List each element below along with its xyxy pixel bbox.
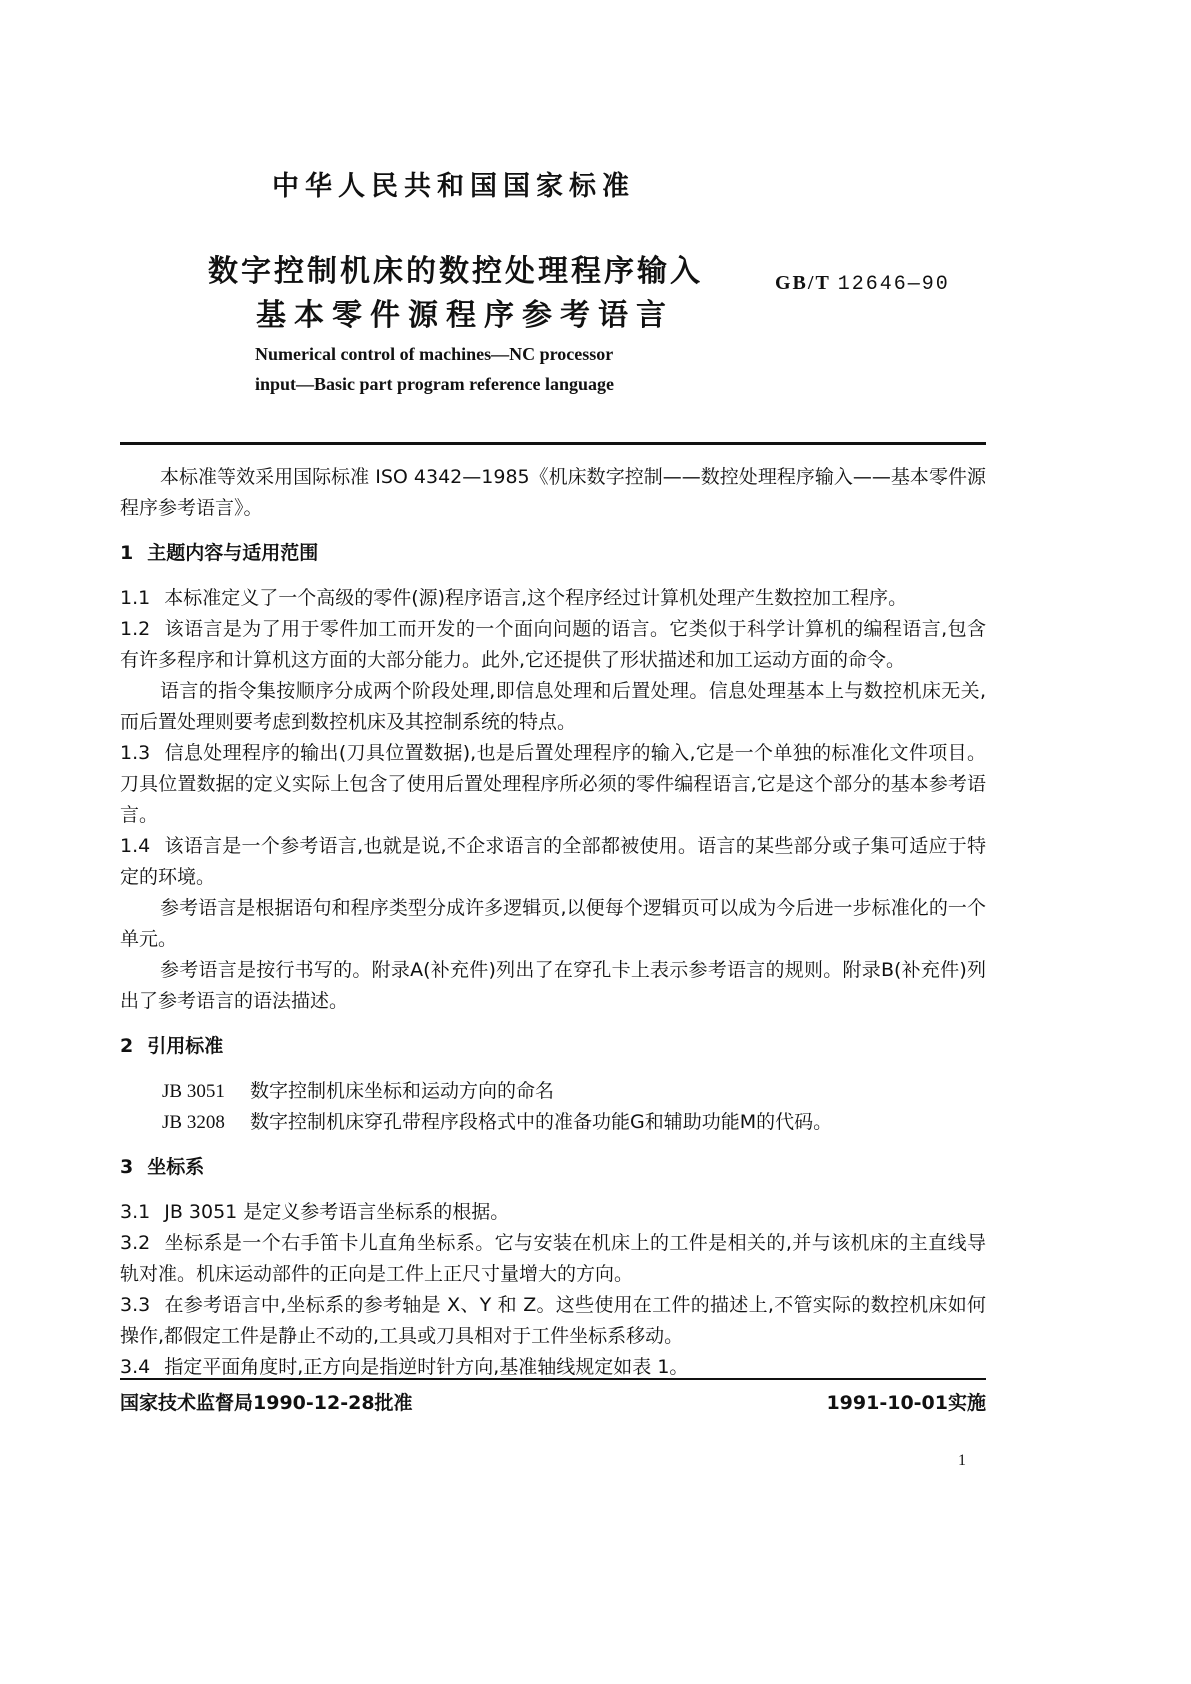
clause-1-2 (120, 614, 986, 676)
header-divider (120, 442, 986, 445)
clause-text: 坐标系是一个右手笛卡儿直角坐标系。它与安装在机床上的工件是相关的,并与该机床的主直线导轨对准。机床运动部件的正向是工件上正尺寸量增大的方向。 (120, 1232, 986, 1285)
clause-number: 3.1 (120, 1201, 151, 1223)
section-number: 2 (120, 1035, 134, 1057)
clause-3-3 (120, 1290, 986, 1352)
section-title: 引用标准 (147, 1035, 224, 1057)
clause-text: 该语言是一个参考语言,也就是说,不企求语言的全部都被使用。语言的某些部分或子集可适应于特定的环境。 (120, 835, 986, 888)
clause-text: 在参考语言中,坐标系的参考轴是 X、Y 和 Z。这些使用在工件的描述上,不管实际的数控机床如何操作,都假定工件是静止不动的,工具或刀具相对于工件坐标系移动。 (120, 1294, 986, 1347)
clause-3-2 (120, 1228, 986, 1290)
clause-number: 1.2 (120, 618, 151, 640)
section-2-heading (120, 1031, 986, 1062)
clause-number: 1.1 (120, 587, 151, 609)
section-number: 1 (120, 542, 134, 564)
paragraph: 参考语言是按行书写的。附录A(补充件)列出了在穿孔卡上表示参考语言的规则。附录B(补充件)列出了参考语言的语法描述。 (120, 959, 986, 1012)
reference-item (120, 1076, 986, 1107)
clause-1-3 (120, 738, 986, 831)
page-number: 1 (958, 1452, 966, 1469)
reference-title: 数字控制机床穿孔带程序段格式中的准备功能G和辅助功能M的代码。 (250, 1111, 833, 1133)
paragraph: 参考语言是根据语句和程序类型分成许多逻辑页,以便每个逻辑页可以成为今后进一步标准化的一个单元。 (120, 897, 986, 950)
reference-code: JB 3208 (162, 1112, 225, 1133)
section-title: 主题内容与适用范围 (147, 542, 319, 564)
code-prefix: GB/T (775, 272, 831, 294)
section-number: 3 (120, 1156, 134, 1178)
clause-text: 信息处理程序的输出(刀具位置数据),也是后置处理程序的输入,它是一个单独的标准化文件项目。刀具位置数据的定义实际上包含了使用后置处理程序所必须的零件编程语言,它是这个部分的基本参考语言。 (120, 742, 986, 826)
standard-code (775, 272, 950, 296)
clause-number: 1.3 (120, 742, 151, 764)
paragraph: 语言的指令集按顺序分成两个阶段处理,即信息处理和后置处理。信息处理基本上与数控机床无关,而后置处理则要考虑到数控机床及其控制系统的特点。 (120, 680, 986, 733)
clause-1-4 (120, 831, 986, 893)
document-body (120, 462, 986, 1383)
section-1-heading (120, 538, 986, 569)
approval-date: 国家技术监督局1990-12-28批准 (120, 1392, 413, 1414)
reference-item (120, 1107, 986, 1138)
code-number: 12646—90 (837, 273, 950, 296)
clause-number: 3.2 (120, 1232, 151, 1254)
clause-text: 指定平面角度时,正方向是指逆时针方向,基准轴线规定如表 1。 (164, 1356, 689, 1378)
section-title: 坐标系 (147, 1156, 205, 1178)
footer-divider (120, 1378, 986, 1380)
title-en-line1: Numerical control of machines—NC processor (255, 344, 614, 364)
reference-code: JB 3051 (162, 1081, 225, 1102)
clause-3-1 (120, 1197, 986, 1228)
title-cn-line2: 基本零件源程序参考语言 (256, 298, 674, 333)
clause-text: JB 3051 是定义参考语言坐标系的根据。 (164, 1201, 510, 1223)
intro-paragraph: 本标准等效采用国际标准 ISO 4342—1985《机床数字控制——数控处理程序输入——基本零件源程序参考语言》。 (120, 466, 986, 519)
title-cn-line1: 数字控制机床的数控处理程序输入 (208, 254, 703, 289)
clause-number: 1.4 (120, 835, 151, 857)
national-standard-heading: 中华人民共和国国家标准 (272, 171, 635, 202)
clause-1-1 (120, 583, 986, 614)
effective-date: 1991-10-01实施 (826, 1392, 986, 1414)
reference-title: 数字控制机床坐标和运动方向的命名 (250, 1080, 555, 1102)
section-3-heading (120, 1152, 986, 1183)
clause-number: 3.4 (120, 1356, 151, 1378)
title-en-line2: input—Basic part program reference language (255, 374, 614, 394)
clause-text: 本标准定义了一个高级的零件(源)程序语言,这个程序经过计算机处理产生数控加工程序。 (164, 587, 908, 609)
clause-text: 该语言是为了用于零件加工而开发的一个面向问题的语言。它类似于科学计算机的编程语言,包含有许多程序和计算机这方面的大部分能力。此外,它还提供了形状描述和加工运动方面的命令。 (120, 618, 986, 671)
clause-number: 3.3 (120, 1294, 151, 1316)
